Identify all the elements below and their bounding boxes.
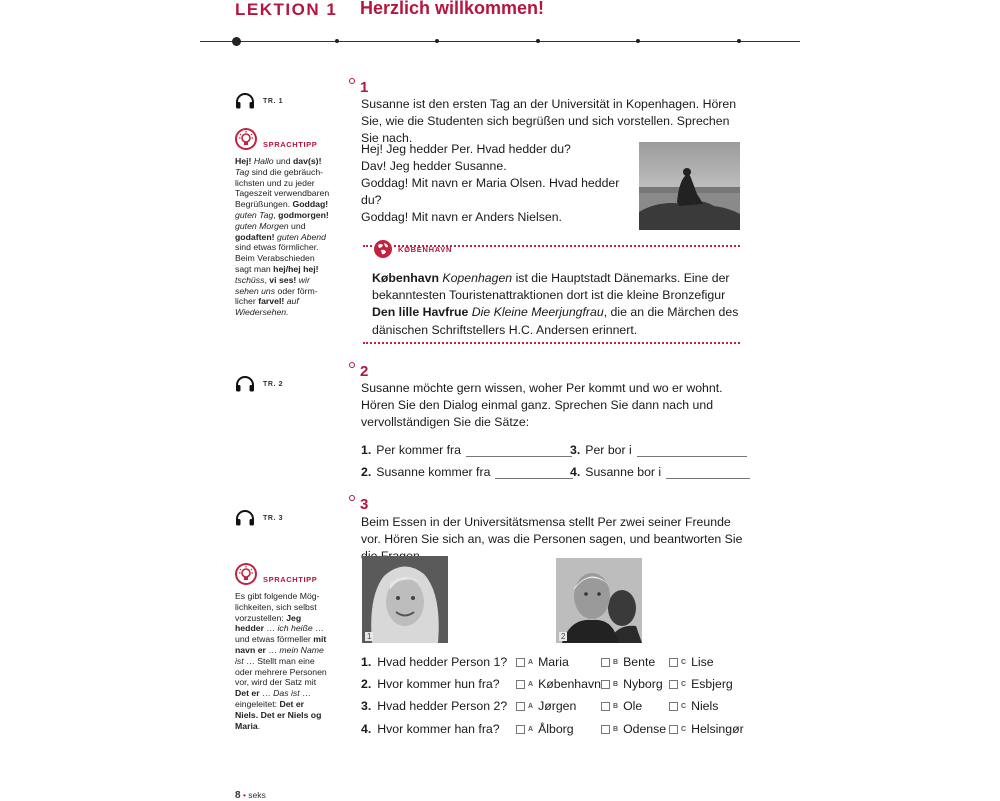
- progress-timeline: [200, 41, 800, 42]
- person-1-photo: [362, 556, 448, 643]
- track-label: TR. 2: [263, 380, 284, 388]
- lightbulb-icon: [234, 562, 258, 586]
- page-word: seks: [248, 790, 266, 800]
- info-term-translation: Kopenhagen: [442, 271, 513, 285]
- answer-option-4b[interactable]: B Odense: [601, 722, 666, 736]
- answer-option-3b[interactable]: B Ole: [601, 699, 642, 713]
- checkbox[interactable]: [516, 658, 525, 667]
- answer-option-1c[interactable]: C Lise: [669, 655, 714, 669]
- checkbox[interactable]: [601, 702, 610, 711]
- checkbox[interactable]: [669, 658, 678, 667]
- info-term: København: [372, 271, 439, 285]
- timeline-dot: [737, 39, 741, 43]
- exercise-1-instruction: Susanne ist den ersten Tag an der Universität in Kopenhagen. Hören Sie, wie die Studenten sich begrüßen und sich vorstellen. Sprechen Sie nach.: [361, 97, 737, 145]
- headphones-icon: [235, 376, 255, 392]
- checkbox[interactable]: [516, 725, 525, 734]
- question-3: 3. Hvad hedder Person 2?: [361, 699, 508, 713]
- dialog-line: Goddag! Mit navn er Anders Nielsen.: [361, 210, 562, 224]
- checkbox[interactable]: [601, 725, 610, 734]
- timeline-dot: [636, 39, 640, 43]
- exercise-marker: [349, 78, 355, 84]
- sprachtipp-text: Hej! Hallo und dav(s)! Tag sind die gebräuchlichsten und zu jeder Tageszeit verwendbaren Begrüßungen. Goddag! guten Tag, godmorgen! guten Morgen und godaften! guten Abend sind etwas förmlicher. Beim Verabschieden sagt man hej/hej hej! tschüss, vi ses! wir sehen uns oder förmlicher farvel! auf Wiedersehen.: [235, 156, 330, 318]
- headphones-icon: [235, 510, 255, 526]
- exercise-1-dialog: [361, 141, 641, 226]
- exercise-2-instruction: Susanne möchte gern wissen, woher Per kommt und wo er wohnt. Hören Sie den Dialog einmal ganz. Sprechen Sie dann nach und vervollständigen Sie die Sätze:: [361, 381, 723, 429]
- sprachtipp-header: [234, 127, 317, 151]
- answer-option-1b[interactable]: B Bente: [601, 655, 655, 669]
- info-box-text: København Kopenhagen ist die Hauptstadt Dänemarks. Eine der bekanntesten Touristenattraktionen dort ist die kleine Bronzefigur Den lille Havfrue Die Kleine Meerjungfrau, die an die Märchen des dänischen Schriftstellers H.C. Andersen erinnert.: [372, 271, 739, 337]
- answer-option-3a[interactable]: A Jørgen: [516, 699, 576, 713]
- headphones-icon: [235, 93, 255, 109]
- photo-number: 2: [561, 632, 566, 641]
- fill-in-item-2: 2. Susanne kommer fra: [361, 465, 573, 479]
- checkbox[interactable]: [516, 702, 525, 711]
- sprachtipp-label: SPRACHTIPP: [263, 574, 318, 584]
- info-term: Den lille Havfrue: [372, 305, 469, 320]
- fill-in-item-1: 1. Per kommer fra: [361, 443, 572, 457]
- answer-option-4c[interactable]: C Helsingør: [669, 722, 744, 736]
- sprachtipp-header: [234, 562, 317, 586]
- timeline-dot: [536, 39, 540, 43]
- question-1: 1. Hvad hedder Person 1?: [361, 655, 508, 669]
- exercise-3-number: 3: [360, 496, 369, 513]
- timeline-dot-current: [232, 37, 241, 46]
- timeline-dot: [335, 39, 339, 43]
- info-box-header: [372, 238, 452, 260]
- answer-blank[interactable]: [666, 466, 750, 479]
- timeline-dot: [435, 39, 439, 43]
- dialog-line: Goddag! Mit navn er Maria Olsen. Hvad hedder du?: [361, 176, 620, 207]
- little-mermaid-image: [639, 142, 740, 230]
- exercise-marker: [349, 495, 355, 501]
- person-2-photo: [556, 558, 642, 643]
- little-mermaid-photo: [639, 142, 740, 230]
- answer-option-2a[interactable]: A København: [516, 677, 601, 691]
- lesson-label: LEKTION 1: [235, 0, 338, 19]
- person-1-image: [362, 556, 448, 643]
- globe-icon: [372, 238, 394, 260]
- checkbox[interactable]: [516, 680, 525, 689]
- info-term-translation: Die Kleine Meerjungfrau: [471, 305, 604, 320]
- audio-track-3[interactable]: [235, 510, 283, 526]
- track-label: TR. 1: [263, 97, 284, 105]
- audio-track-2[interactable]: [235, 376, 283, 392]
- exercise-3-instruction: Beim Essen in der Universitätsmensa stellt Per zwei seiner Freunde vor. Hören Sie sich an, was die Personen sagen, und beantworten Sie: [361, 515, 743, 546]
- checkbox[interactable]: [601, 680, 610, 689]
- fill-in-item-3: 3. Per bor i: [570, 443, 747, 457]
- checkbox[interactable]: [669, 725, 678, 734]
- answer-blank[interactable]: [495, 466, 573, 479]
- exercise-marker: [349, 362, 355, 368]
- question-4: 4. Hvor kommer han fra?: [361, 722, 500, 736]
- info-box-label: KØBENHAVN: [398, 244, 453, 254]
- sprachtipp-label: SPRACHTIPP: [263, 139, 318, 149]
- answer-option-3c[interactable]: C Niels: [669, 699, 718, 713]
- photo-number: 1: [367, 632, 372, 641]
- fill-in-item-4: 4. Susanne bor i: [570, 465, 750, 479]
- checkbox[interactable]: [669, 680, 678, 689]
- sprachtipp-text: Es gibt folgende Möglichkeiten, sich selbst vorzustellen: Jeg hedder … ich heiße … und etwas förmeller mit navn er … mein Name ist … Stellt man eine oder mehrere Personen vor, wird der Satz mit Det er … Das ist … eingeleitet: Det er Niels. Det er Niels og Maria.: [235, 591, 327, 731]
- answer-option-4a[interactable]: A Ålborg: [516, 722, 574, 736]
- audio-track-1[interactable]: [235, 93, 283, 109]
- exercise-1-number: 1: [360, 79, 369, 96]
- answer-option-1a[interactable]: A Maria: [516, 655, 569, 669]
- checkbox[interactable]: [669, 702, 678, 711]
- lightbulb-icon: [234, 127, 258, 151]
- answer-blank[interactable]: [637, 444, 747, 457]
- dialog-line: Dav! Jeg hedder Susanne.: [361, 159, 507, 173]
- lesson-title: Herzlich willkommen!: [360, 0, 545, 18]
- page-number: 8: [235, 790, 241, 801]
- answer-option-2c[interactable]: C Esbjerg: [669, 677, 733, 691]
- track-label: TR. 3: [263, 514, 284, 522]
- checkbox[interactable]: [601, 658, 610, 667]
- footer-bullet: •: [242, 790, 246, 800]
- question-2: 2. Hvor kommer hun fra?: [361, 677, 500, 691]
- exercise-2-number: 2: [360, 363, 369, 380]
- answer-blank[interactable]: [466, 444, 572, 457]
- info-box-bottom-border: [363, 342, 740, 344]
- page-footer: [235, 790, 266, 801]
- answer-option-2b[interactable]: B Nyborg: [601, 677, 663, 691]
- dialog-line: Hej! Jeg hedder Per. Hvad hedder du?: [361, 142, 571, 156]
- person-2-image: [556, 558, 642, 643]
